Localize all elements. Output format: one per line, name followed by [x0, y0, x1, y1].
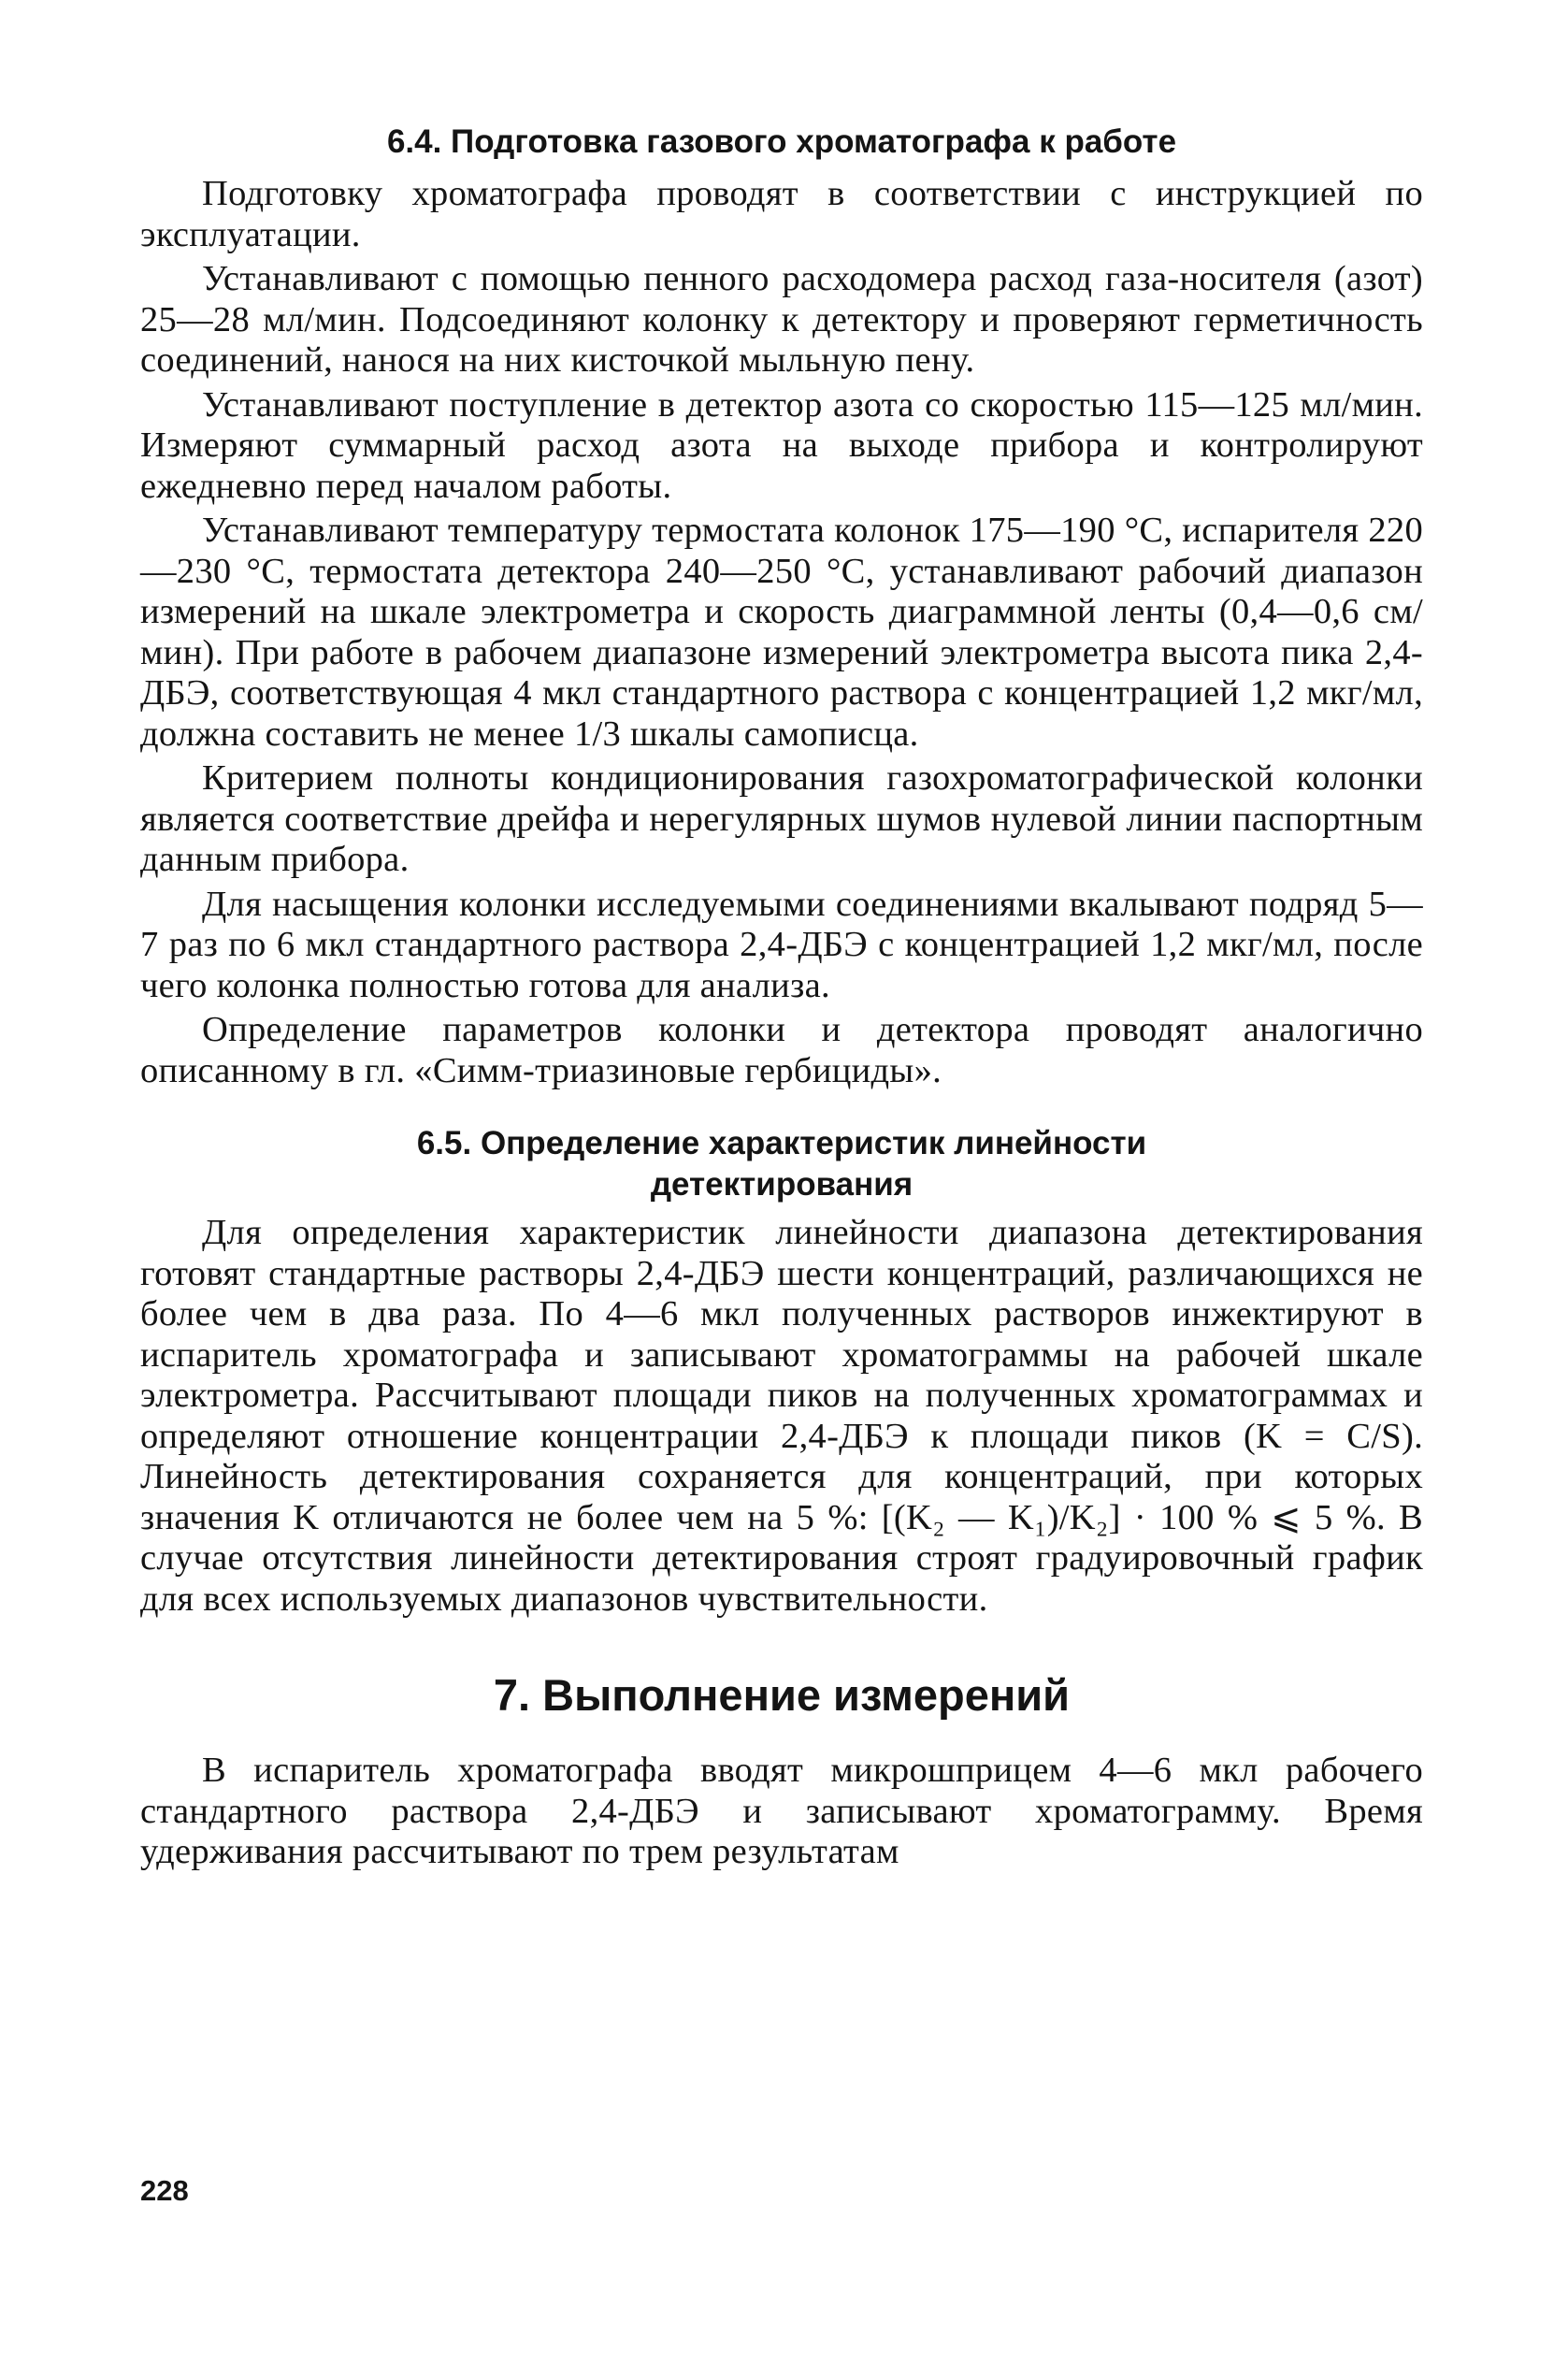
section-heading-7: 7. Выполнение измерений	[493, 1670, 1071, 1720]
section-heading-6-5	[140, 1123, 1423, 1205]
paragraph: Устанавливают температуру термостата колонок 175—190 °С, испарителя 220—230 °С, термостата детектора 240—250 °С, устанавливают рабочий диапазон измерений на шкале электрометра и скорость диаграммной ленты (0,4—0,6 см/мин). При работе в рабочем диапазоне измерений электрометра высота пика 2,4-ДБЭ, соответствующая 4 мкл стандартного раствора с концентрацией 1,2 мкг/мл, должна составить не менее 1/3 шкалы самописца.	[140, 511, 1423, 754]
paragraph: Определение параметров колонки и детектора проводят аналогично описанному в гл. «Симм-триазиновые гербициды».	[140, 1010, 1423, 1090]
section-heading-6-5-line1: 6.5. Определение характеристик линейности	[416, 1125, 1147, 1161]
page-content	[140, 122, 1423, 1877]
paragraph: Для насыщения колонки исследуемыми соединениями вкалывают подряд 5—7 раз по 6 мкл стандартного раствора 2,4-ДБЭ с концентрацией 1,2 мкг/мл, после чего колонка полностью готова для анализа.	[140, 884, 1423, 1005]
section-heading-6-5-line2: детектирования	[650, 1166, 913, 1203]
paragraph: Подготовку хроматографа проводят в соответствии с инструкцией по эксплуатации.	[140, 174, 1423, 254]
paragraph: Критерием полноты кондиционирования газохроматографической колонки является соответствие дрейфа и нерегулярных шумов нулевой линии паспортным данным прибора.	[140, 758, 1423, 879]
paragraph: Устанавливают поступление в детектор азота со скоростью 115—125 мл/мин. Измеряют суммарный расход азота на выходе прибора и контролируют ежедневно перед началом работы.	[140, 384, 1423, 506]
paragraph: В испаритель хроматографа вводят микрошприцем 4—6 мкл рабочего стандартного раствора 2,4-ДБЭ и записывают хроматограмму. Время удерживания рассчитывают по трем результатам	[140, 1751, 1423, 1871]
paragraph: Устанавливают с помощью пенного расходомера расход газа-носителя (азот) 25—28 мл/мин. Подсоединяют колонку к детектору и проверяют герметичность соединений, нанося на них кисточкой мыльную пену.	[140, 259, 1423, 380]
page-number: 228	[140, 2174, 189, 2207]
paragraph: Для определения характеристик линейности диапазона детектирования готовят стандартные растворы 2,4-ДБЭ шести концентраций, различающихся не более чем в два раза. По 4—6 мкл полученных растворов инжектируют в испаритель хроматографа и записывают хроматограммы на рабочей шкале электрометра. Рассчитывают площади пиков на полученных хроматограммах и определяют отношение концентрации 2,4-ДБЭ к площади пиков (K = C/S). Линейность детектирования сохраняется для концентраций, при которых значения K отличаются не более чем на 5 %: [(K₂ — K₁)/K₂] · 100 % ⩽ 5 %. В случае отсутствия линейности детектирования строят градуировочный график для всех используемых диапазонов чувствительности.	[140, 1213, 1423, 1619]
section-heading-6-4: 6.4. Подготовка газового хроматографа к работе	[386, 123, 1177, 160]
